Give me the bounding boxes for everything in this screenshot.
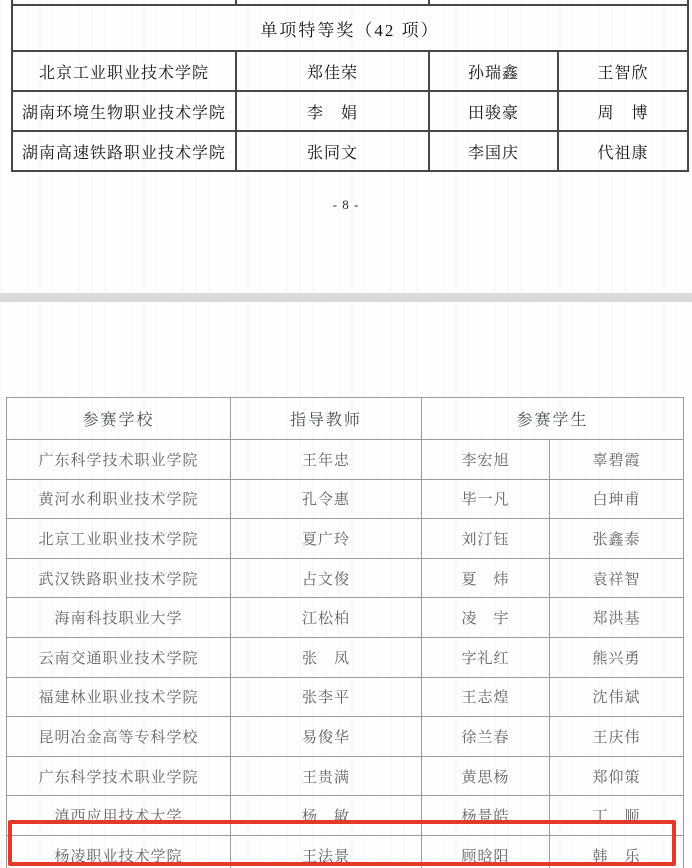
cell-student: 王智欣 — [558, 51, 688, 91]
award-table — [11, 0, 687, 172]
award-section-title: 单项特等奖（42 项） — [12, 5, 688, 51]
table-row — [7, 717, 684, 757]
cell-student: 田骏豪 — [429, 91, 558, 131]
cell-school: 湖南环境生物职业技术学院 — [12, 91, 236, 131]
cell-teacher: 江松柏 — [231, 598, 422, 638]
cell-student: 郑洪基 — [550, 598, 684, 638]
cell-student: 周 博 — [558, 91, 688, 131]
cell-teacher: 张李平 — [231, 677, 422, 717]
table-row — [7, 479, 684, 519]
column-header-teacher: 指导教师 — [231, 398, 422, 440]
cell-school: 杨凌职业技术学院 — [7, 835, 231, 868]
table-row — [12, 91, 688, 131]
page-bottom — [0, 302, 692, 868]
award-title-row — [12, 5, 688, 51]
cell-school: 滇西应用技术大学 — [7, 796, 231, 836]
table-row — [12, 131, 688, 171]
table-row — [12, 51, 688, 91]
table-row — [7, 796, 684, 836]
cell-student: 夏 炜 — [422, 558, 550, 598]
table-row — [7, 440, 684, 480]
cell-teacher: 夏广玲 — [231, 519, 422, 559]
table-row — [7, 756, 684, 796]
cell-student: 毕一凡 — [422, 479, 550, 519]
cell-student: 韩 乐 — [550, 835, 684, 868]
cell-student: 徐兰春 — [422, 717, 550, 757]
cell-teacher: 王年忠 — [231, 440, 422, 480]
cell-student: 字礼红 — [422, 637, 550, 677]
cell-teacher: 王贵满 — [231, 756, 422, 796]
cell-school: 武汉铁路职业技术学院 — [7, 558, 231, 598]
table-row — [7, 558, 684, 598]
cell-school: 北京工业职业技术学院 — [12, 51, 236, 91]
cell-teacher: 张同文 — [236, 131, 429, 171]
table-row — [7, 637, 684, 677]
table-row — [7, 677, 684, 717]
cell-school: 北京工业职业技术学院 — [7, 519, 231, 559]
table-row — [7, 519, 684, 559]
cell-school: 广东科学技术职业学院 — [7, 440, 231, 480]
page-number: - 8 - — [332, 197, 360, 212]
cell-student: 孙瑞鑫 — [429, 51, 558, 91]
cell-teacher: 王法景 — [231, 835, 422, 868]
cell-school: 昆明冶金高等专科学校 — [7, 717, 231, 757]
column-header-students: 参赛学生 — [422, 398, 684, 440]
cell-student: 王志煌 — [422, 677, 550, 717]
cell-teacher: 李 娟 — [236, 91, 429, 131]
cell-student: 李国庆 — [429, 131, 558, 171]
cell-student: 刘汀钰 — [422, 519, 550, 559]
table-row — [7, 598, 684, 638]
page-top — [0, 0, 692, 293]
cell-school: 福建林业职业技术学院 — [7, 677, 231, 717]
cell-student: 丁 顺 — [550, 796, 684, 836]
cell-student: 袁祥智 — [550, 558, 684, 598]
page-separator — [0, 293, 692, 302]
cell-teacher: 易俊华 — [231, 717, 422, 757]
cell-student: 沈伟斌 — [550, 677, 684, 717]
cell-school: 海南科技职业大学 — [7, 598, 231, 638]
cell-student: 辜碧霞 — [550, 440, 684, 480]
cell-student: 郑仰策 — [550, 756, 684, 796]
cell-teacher: 张 凤 — [231, 637, 422, 677]
cell-student: 凌 宇 — [422, 598, 550, 638]
cell-school: 云南交通职业技术学院 — [7, 637, 231, 677]
cell-student: 熊兴勇 — [550, 637, 684, 677]
column-header-school: 参赛学校 — [7, 398, 231, 440]
cell-student: 黄思杨 — [422, 756, 550, 796]
cell-student: 杨景皓 — [422, 796, 550, 836]
cell-student: 李宏旭 — [422, 440, 550, 480]
cell-student: 顾晗阳 — [422, 835, 550, 868]
cell-student: 白珅甫 — [550, 479, 684, 519]
cell-teacher: 杨 敏 — [231, 796, 422, 836]
cell-teacher: 郑佳荣 — [236, 51, 429, 91]
cell-school: 黄河水利职业技术学院 — [7, 479, 231, 519]
table-row-highlighted — [7, 835, 684, 868]
results-header-row — [7, 398, 684, 440]
cell-teacher: 孔令惠 — [231, 479, 422, 519]
cell-school: 湖南高速铁路职业技术学院 — [12, 131, 236, 171]
cell-student: 张鑫泰 — [550, 519, 684, 559]
cell-student: 王庆伟 — [550, 717, 684, 757]
cell-school: 广东科学技术职业学院 — [7, 756, 231, 796]
cell-student: 代祖康 — [558, 131, 688, 171]
cell-teacher: 占文俊 — [231, 558, 422, 598]
results-table — [6, 397, 683, 868]
